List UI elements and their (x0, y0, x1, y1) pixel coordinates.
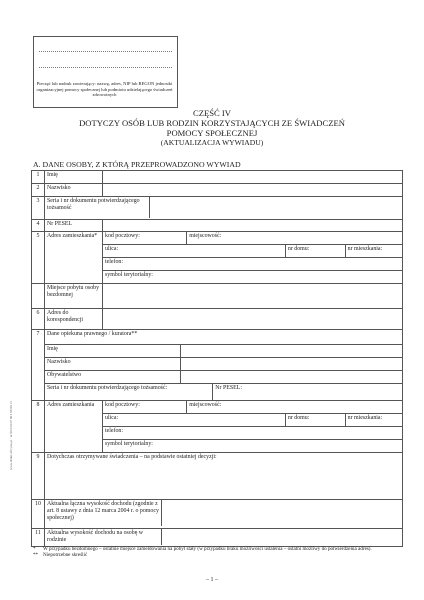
flat-number-field[interactable]: nr mieszkania: (345, 245, 402, 258)
flat-number-field[interactable]: nr mieszkania: (345, 414, 402, 427)
territorial-symbol-field[interactable]: symbol terytorialny: (103, 271, 402, 284)
guardian-last-name-field[interactable] (181, 358, 402, 371)
street-field[interactable]: ulica: (103, 245, 285, 258)
row-number: 9 (32, 453, 45, 500)
homeless-place-label: Miejsce pobytu osoby bezdomnej (45, 284, 103, 309)
id-document-row (45, 197, 403, 220)
income-total-label: Aktualna łączna wysokość dochodu (zgodnie z art. 8 ustawy z dnia 12 marca 2004 r. o pomocy społecznej) (45, 500, 162, 526)
row-number: 10 (32, 500, 45, 529)
benefits-label: Dotychczas otrzymywane świadczenia – na podstawie ostatniej decyzji: (47, 454, 217, 460)
subtitle: (AKTUALIZACJA WYWIADU) (160, 138, 264, 147)
house-number-field[interactable]: nr domu: (285, 245, 345, 258)
territorial-symbol-field[interactable]: symbol terytorialny: (103, 440, 402, 453)
city-field[interactable]: miejscowość: (187, 401, 402, 414)
income-per-person-label: Aktualna wysokość dochodu na osobę w rodzinie (45, 529, 162, 545)
guardian-address-label: Adres zamieszkania (45, 401, 103, 453)
guardian-first-name-label: Imię (45, 345, 181, 358)
row-number: 8 (32, 401, 45, 453)
income-total-row (45, 500, 403, 529)
address-block (103, 232, 403, 284)
footnote-2: ** Niepotrzebne skreślić (33, 552, 88, 559)
postal-code-field[interactable]: kod pocztowy: (103, 232, 187, 245)
page-number: – 1 – (206, 577, 218, 583)
guardian-last-name-label: Nazwisko (45, 358, 181, 371)
homeless-place-field[interactable] (103, 284, 403, 309)
guardian-citizenship-label: Obywatelstwo (45, 371, 181, 384)
income-per-person-field[interactable] (162, 529, 403, 545)
guardian-address-block (103, 401, 403, 453)
city-field[interactable]: miejscowość: (187, 232, 402, 245)
income-total-field[interactable] (162, 500, 403, 526)
dotted-line (39, 51, 172, 52)
correspondence-address-label: Adres do korespondencji (45, 309, 103, 330)
last-name-label: Nazwisko (45, 184, 103, 197)
part-number: CZĘŚĆ IV (193, 108, 231, 118)
street-field[interactable]: ulica: (103, 414, 285, 427)
pesel-label: Nr PESEL (45, 220, 103, 232)
row-number: 6 (32, 309, 45, 330)
row-number: 4 (32, 220, 45, 232)
title-line-1: DOTYCZY OSÓB LUB RODZIN KORZYSTAJĄCYCH ZE ŚWIADCZEŃ (79, 118, 345, 128)
phone-field[interactable]: telefon: (103, 427, 402, 440)
guardian-first-name-field[interactable] (181, 345, 402, 358)
phone-field[interactable]: telefon: (103, 258, 402, 271)
row-number: 7 (32, 330, 45, 401)
guardian-label: Dane opiekuna prawnego / kuratora** (45, 330, 402, 345)
side-print: www.druki-oficyna.pl · nr 06 010 07 00 I 08 00 12 (9, 401, 13, 470)
row-number: 5 (32, 232, 45, 284)
interview-form-table (31, 170, 403, 547)
footnote-1: * W przypadku bezdomnego – ostatnie miejsce zameldowania na pobyt stały (w przypadku braku możliwości ustalenia – ostatni możliwy do potwierdzenia adres). (33, 546, 372, 552)
footnotes (33, 546, 403, 559)
first-name-field[interactable] (103, 171, 403, 184)
row-number-blank (32, 284, 45, 309)
guardian-id-document-field[interactable]: Seria i nr dokumentu potwierdzającego tożsamość: (45, 384, 213, 401)
row-number: 2 (32, 184, 45, 197)
row-number: 1 (32, 171, 45, 184)
address-label: Adres zamieszkania* (45, 232, 103, 284)
guardian-citizenship-field[interactable] (181, 371, 402, 384)
house-number-field[interactable]: nr domu: (285, 414, 345, 427)
row-number: 11 (32, 529, 45, 547)
section-a-heading: A. DANE OSOBY, Z KTÓRĄ PRZEPROWADZONO WYWIAD (33, 160, 241, 169)
guardian-block (45, 330, 403, 401)
title-line-2: POMOCY SPOŁECZNEJ (166, 128, 258, 138)
benefits-field[interactable] (45, 453, 403, 500)
correspondence-address-field[interactable] (103, 309, 403, 330)
id-document-label: Seria i nr dokumentu potwierdzającego tożsamość (45, 197, 150, 218)
postal-code-field[interactable]: kod pocztowy: (103, 401, 187, 414)
last-name-field[interactable] (103, 184, 403, 197)
id-document-field[interactable] (150, 197, 403, 218)
stamp-caption: Pieczęć lub nadruk zawierający: nazwę, adres, NIP lub REGON jednostki organizacyjnej pomocy społecznej lub podmiotu udzielającego świadczeń zdrowotnych (36, 81, 173, 98)
guardian-pesel-field[interactable]: Nr PESEL: (213, 384, 402, 401)
first-name-label: Imię (45, 171, 103, 184)
dotted-line (39, 67, 172, 68)
pesel-field[interactable] (103, 220, 403, 232)
income-per-person-row (45, 529, 403, 547)
row-number: 3 (32, 197, 45, 220)
